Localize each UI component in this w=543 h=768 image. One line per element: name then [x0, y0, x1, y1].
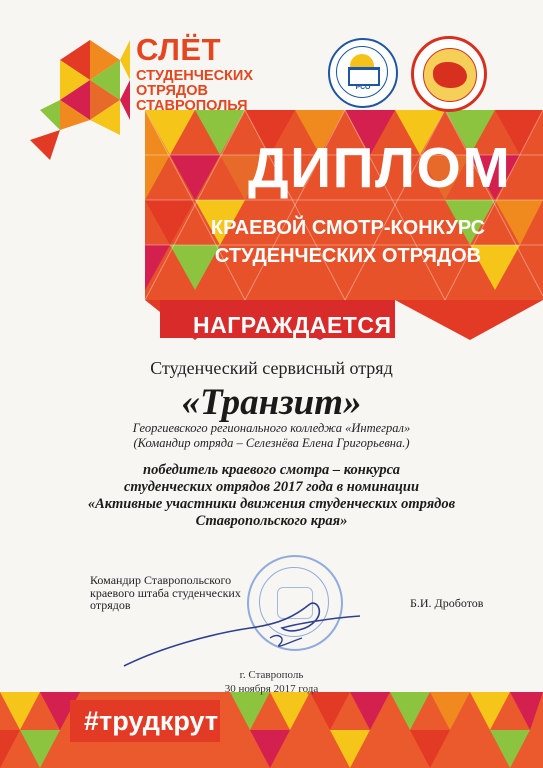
commander-name: (Командир отряда – Селезнёва Елена Григорьевна.) — [133, 436, 410, 450]
diploma-title: ДИПЛОМ — [248, 136, 512, 200]
college-name: Георгиевского регионального колледжа «Интеграл» — [132, 421, 411, 435]
achievement-line1: победитель краевого смотра – конкурса — [143, 462, 400, 478]
achievement-line3: «Активные участники движения студенческих отрядов — [87, 496, 456, 512]
contest-title-line2: СТУДЕНЧЕСКИХ ОТРЯДОВ — [214, 245, 482, 267]
event-logo-text — [136, 34, 253, 114]
event-logo-title: СЛЁТ — [136, 32, 222, 67]
contest-title — [148, 214, 543, 270]
place-and-date — [0, 668, 543, 696]
event-logo-line2: ОТРЯДОВ — [136, 83, 208, 99]
unit-type: Студенческий сервисный отряд — [150, 358, 393, 378]
city: г. Ставрополь — [239, 669, 304, 681]
unit-details — [0, 421, 543, 451]
hashtag: #трудкрут — [84, 706, 219, 736]
unit-name: «Транзит» — [181, 382, 362, 423]
event-logo-line3: СТАВРОПОЛЬЯ — [136, 98, 248, 114]
rso-emblem-icon — [328, 38, 398, 108]
rso-emblem-label: РСО — [355, 84, 371, 91]
achievement-line2: студенческих отрядов 2017 года в номинации — [123, 479, 420, 495]
achievement-line4: Ставропольского края» — [195, 513, 348, 529]
signatory-name: Б.И. Дроботов — [410, 596, 484, 610]
bottom-mosaic — [0, 692, 543, 768]
event-logo-line1: СТУДЕНЧЕСКИХ — [136, 68, 253, 84]
contest-title-line1: КРАЕВОЙ СМОТР-КОНКУРС — [210, 217, 486, 239]
signatory-position-line3: отрядов — [90, 598, 131, 612]
student-brigades-emblem-icon — [411, 36, 487, 112]
awarded-label: НАГРАЖДАЕТСЯ — [193, 312, 392, 338]
signatory-position-line1: Командир Ставропольского — [90, 573, 232, 587]
logo-mosaic — [30, 40, 130, 160]
signatory-position-line2: краевого штаба студенческих — [90, 585, 241, 600]
signatory-position — [90, 574, 241, 612]
issue-date: 30 ноября 2017 года — [224, 683, 319, 695]
achievement-text — [0, 462, 543, 530]
